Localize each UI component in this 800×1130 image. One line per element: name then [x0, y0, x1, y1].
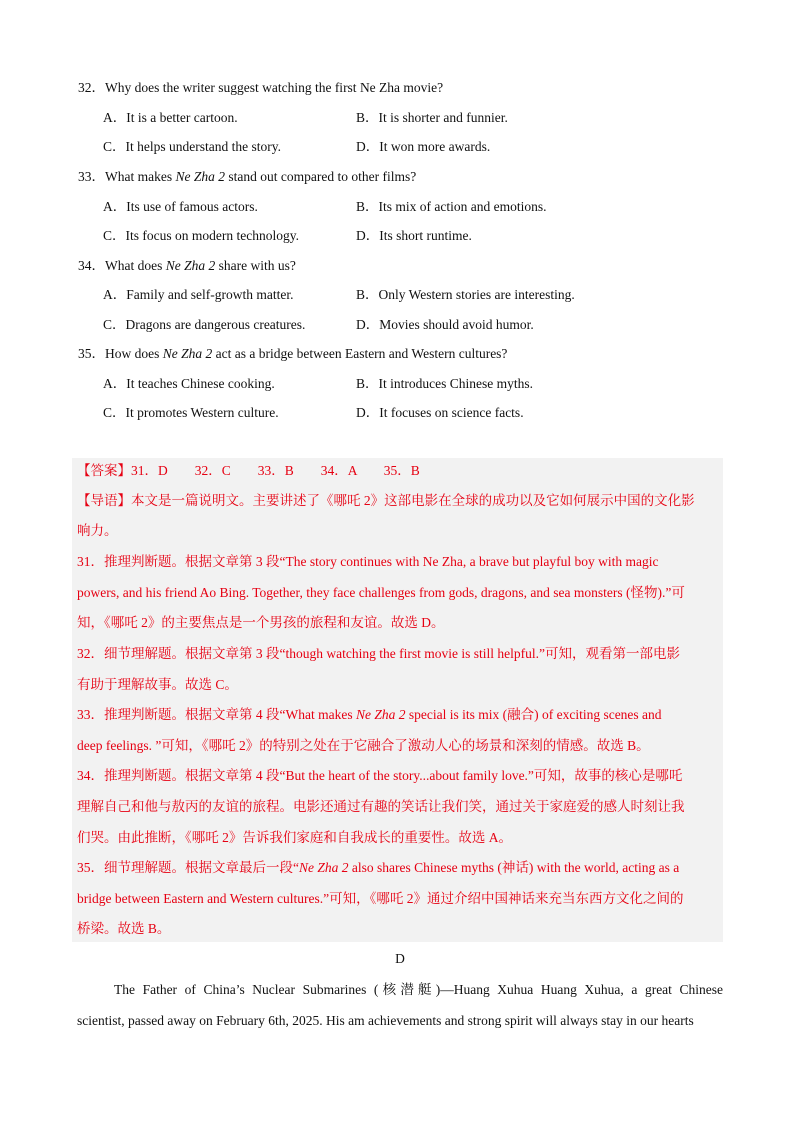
question-number: 35． [78, 346, 105, 361]
explanation-31-line-1: 31．推理判断题。根据文章第 3 段“The story continues with Ne Zha, a brave but playful boy with magic [77, 554, 659, 569]
option-34-d: D．Movies should avoid humor. [356, 317, 534, 332]
film-title: Ne Zha 2 [165, 258, 216, 273]
option-35-a: A．It teaches Chinese cooking. [103, 376, 275, 391]
explanation-33-line-2: deep feelings. ”可知，《哪吒 2》的特别之处在于它融合了激动人心的场景和深刻的情感。故选 B。 [77, 738, 650, 753]
explanation-32-line-2: 有助于理解故事。故选 C。 [77, 677, 238, 692]
explanation-35-pre: 35．细节理解题。根据文章最后一段“ [77, 860, 299, 875]
question-stem-pre: What does [105, 258, 166, 273]
explanation-33-post: special is its mix (融合) of exciting scenes and [405, 707, 662, 722]
explanation-35-line-2: bridge between Eastern and Western cultures.”可知，《哪吒 2》通过介绍中国神话来充当东西方文化之间的 [77, 891, 684, 906]
passage-line-1: The Father of China’s Nuclear Submarines (核潜艇)—Huang Xuhua Huang Xuhua, a great Chinese [114, 982, 723, 997]
explanation-35-post: also shares Chinese myths (神话) with the world, acting as a [348, 860, 680, 875]
guide-line-1: 【导语】本文是一篇说明文。主要讲述了《哪吒 2》这部电影在全球的成功以及它如何展示中国的文化影 [77, 493, 695, 508]
option-35-d: D．It focuses on science facts. [356, 405, 524, 420]
question-34 [78, 257, 296, 275]
section-heading: D [395, 951, 405, 966]
question-33 [78, 168, 416, 186]
option-34-a: A．Family and self-growth matter. [103, 287, 294, 302]
question-number: 33． [78, 169, 105, 184]
option-33-c: C．Its focus on modern technology. [103, 228, 299, 243]
question-35 [78, 345, 507, 363]
explanation-33-pre: 33．推理判断题。根据文章第 4 段“What makes [77, 707, 356, 722]
film-title: Ne Zha 2 [299, 860, 349, 875]
question-number: 32． [78, 80, 105, 95]
explanation-34-line-1: 34．推理判断题。根据文章第 4 段“But the heart of the story...about family love.”可知，故事的核心是哪吒 [77, 768, 683, 783]
explanation-31-line-2: powers, and his friend Ao Bing. Together, they face challenges from gods, dragons, and sea monsters (怪物).”可 [77, 585, 685, 600]
question-stem: Why does the writer suggest watching the first Ne Zha movie? [105, 80, 444, 95]
option-34-b: B．Only Western stories are interesting. [356, 287, 575, 302]
guide-line-2: 响力。 [77, 523, 118, 538]
question-stem-pre: How does [105, 346, 163, 361]
explanation-31-line-3: 知，《哪吒 2》的主要焦点是一个男孩的旅程和友谊。故选 D。 [77, 615, 445, 630]
explanation-34-line-2: 理解自己和他与敖丙的友谊的旅程。电影还通过有趣的笑话让我们笑，通过关于家庭爱的感人时刻让我 [77, 799, 685, 814]
option-33-d: D．Its short runtime. [356, 228, 472, 243]
option-32-c: C．It helps understand the story. [103, 139, 281, 154]
option-35-c: C．It promotes Western culture. [103, 405, 279, 420]
explanation-32-line-1: 32．细节理解题。根据文章第 3 段“though watching the first movie is still helpful.”可知，观看第一部电影 [77, 646, 680, 661]
option-32-a: A．It is a better cartoon. [103, 110, 238, 125]
explanation-35-line-3: 桥梁。故选 B。 [77, 921, 171, 936]
explanation-33-line-1 [77, 706, 662, 724]
film-title: Ne Zha 2 [175, 169, 225, 184]
option-33-a: A．Its use of famous actors. [103, 199, 258, 214]
option-32-b: B．It is shorter and funnier. [356, 110, 508, 125]
film-title: Ne Zha 2 [162, 346, 213, 361]
option-32-d: D．It won more awards. [356, 139, 491, 154]
question-stem-pre: What makes [105, 169, 176, 184]
question-stem-post: share with us? [215, 258, 296, 273]
explanation-34-line-3: 们哭。由此推断，《哪吒 2》告诉我们家庭和自我成长的重要性。故选 A。 [77, 830, 512, 845]
question-stem-post: stand out compared to other films? [225, 169, 417, 184]
option-33-b: B．Its mix of action and emotions. [356, 199, 547, 214]
answer-key: 【答案】31．D 32．C 33．B 34．A 35．B [77, 463, 420, 478]
option-34-c: C．Dragons are dangerous creatures. [103, 317, 306, 332]
question-number: 34． [78, 258, 105, 273]
question-stem-post: act as a bridge between Eastern and Western cultures? [212, 346, 508, 361]
passage-line-2: scientist, passed away on February 6th, 2025. His am achievements and strong spirit will always stay in our hearts [77, 1013, 694, 1028]
explanation-35-line-1 [77, 859, 679, 877]
question-32 [78, 79, 443, 97]
film-title: Ne Zha 2 [355, 707, 406, 722]
option-35-b: B．It introduces Chinese myths. [356, 376, 533, 391]
